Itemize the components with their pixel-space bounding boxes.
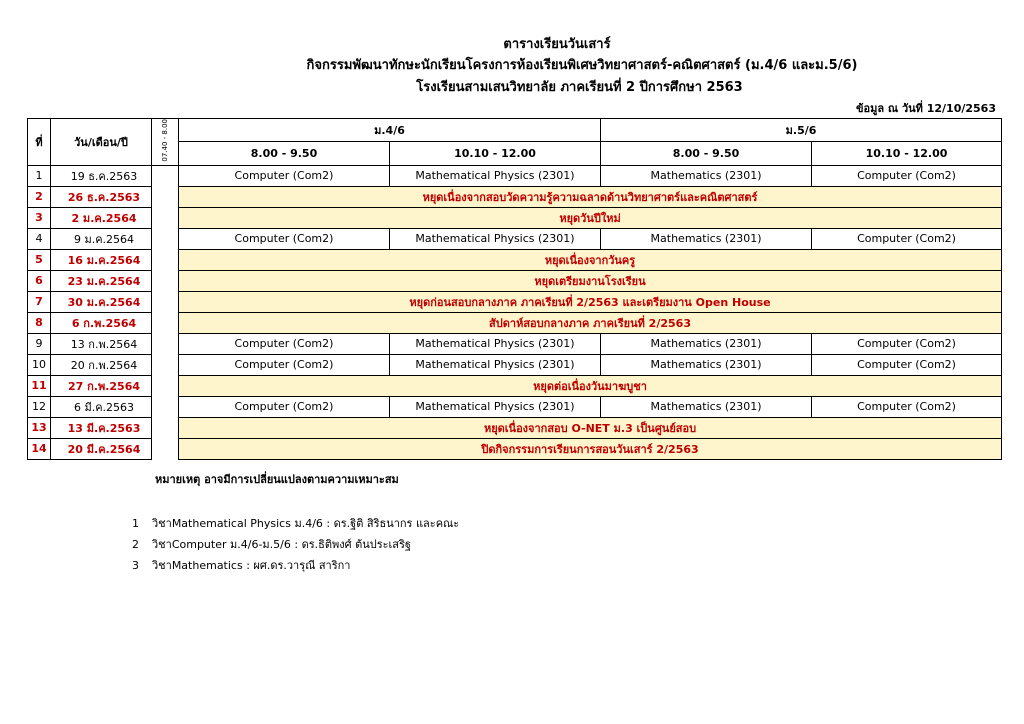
holiday-note: ปิดกิจกรรมการเรียนการสอนวันเสาร์ 2/2563 (179, 438, 1002, 459)
row-number: 4 (28, 228, 51, 249)
teacher-item-text: วิชาMathematics : ผศ.ดร.วารุณี สาริกา (152, 559, 351, 572)
class-cell: Mathematical Physics (2301) (390, 396, 601, 417)
header-group-m4-6: ม.4/6 (179, 119, 601, 142)
row-date: 30 ม.ค.2564 (51, 291, 152, 312)
row-homeroom-cell (152, 354, 179, 375)
header-period: 8.00 - 9.50 (179, 142, 390, 165)
header-period: 10.10 - 12.00 (812, 142, 1002, 165)
homeroom-time-label: 07.40 - 8.00 (161, 119, 169, 162)
remark-note: หมายเหตุ อาจมีการเปลี่ยนแปลงตามความเหมาะสม (155, 473, 399, 486)
schedule-row (28, 270, 1002, 291)
class-cell: Computer (Com2) (179, 228, 390, 249)
class-cell: Computer (Com2) (812, 396, 1002, 417)
row-number: 6 (28, 270, 51, 291)
row-homeroom-cell (152, 417, 179, 438)
row-homeroom-cell (152, 228, 179, 249)
class-cell: Mathematics (2301) (601, 354, 812, 375)
schedule-row (28, 417, 1002, 438)
holiday-note: หยุดเนื่องจากสอบวัดความรู้ความฉลาดด้านวิทยาศาตร์และคณิตศาสตร์ (179, 186, 1002, 207)
teacher-item-number: 1 (132, 517, 139, 530)
schedule-row (28, 438, 1002, 459)
row-number: 14 (28, 438, 51, 459)
row-date: 2 ม.ค.2564 (51, 207, 152, 228)
class-cell: Mathematical Physics (2301) (390, 354, 601, 375)
row-date: 16 ม.ค.2564 (51, 249, 152, 270)
row-homeroom-cell (152, 291, 179, 312)
row-number: 7 (28, 291, 51, 312)
schedule-subtitle: กิจกรรมพัฒนาทักษะนักเรียนโครงการห้องเรียนพิเศษวิทยาศาสตร์-คณิตศาสตร์ (ม.4/6 และม.5/6) (306, 58, 858, 73)
row-number: 10 (28, 354, 51, 375)
header-period: 10.10 - 12.00 (390, 142, 601, 165)
schedule-row (28, 354, 1002, 375)
school-term-line: โรงเรียนสามเสนวิทยาลัย ภาคเรียนที่ 2 ปีการศึกษา 2563 (416, 80, 743, 95)
row-number: 5 (28, 249, 51, 270)
schedule-row (28, 375, 1002, 396)
teacher-item-text: วิชาMathematical Physics ม.4/6 : ดร.ฐิติ สิริธนากร และคณะ (152, 517, 460, 530)
row-number: 3 (28, 207, 51, 228)
row-number: 11 (28, 375, 51, 396)
row-homeroom-cell (152, 396, 179, 417)
holiday-note: หยุดเตรียมงานโรงเรียน (179, 270, 1002, 291)
class-cell: Computer (Com2) (179, 333, 390, 354)
teacher-item-number: 2 (132, 538, 139, 551)
row-homeroom-cell (152, 249, 179, 270)
row-homeroom-cell (152, 375, 179, 396)
teacher-item (132, 514, 459, 532)
row-number: 2 (28, 186, 51, 207)
row-date: 23 ม.ค.2564 (51, 270, 152, 291)
schedule-row (28, 396, 1002, 417)
holiday-note: หยุดก่อนสอบกลางภาค ภาคเรียนที่ 2/2563 และเตรียมงาน Open House (179, 291, 1002, 312)
holiday-note: หยุดต่อเนื่องวันมาฆบูชา (179, 375, 1002, 396)
row-number: 9 (28, 333, 51, 354)
row-homeroom-cell (152, 186, 179, 207)
class-cell: Computer (Com2) (812, 354, 1002, 375)
class-cell: Computer (Com2) (812, 165, 1002, 186)
schedule-row (28, 186, 1002, 207)
holiday-note: หยุดวันปีใหม่ (179, 207, 1002, 228)
schedule-row (28, 312, 1002, 333)
class-cell: Computer (Com2) (812, 228, 1002, 249)
schedule-row (28, 165, 1002, 186)
row-homeroom-cell (152, 333, 179, 354)
schedule-row (28, 249, 1002, 270)
saturday-schedule-table (27, 118, 1002, 460)
row-date: 13 มี.ค.2563 (51, 417, 152, 438)
row-number: 1 (28, 165, 51, 186)
row-date: 26 ธ.ค.2563 (51, 186, 152, 207)
schedule-row (28, 291, 1002, 312)
row-date: 9 ม.ค.2564 (51, 228, 152, 249)
row-date: 13 ก.พ.2564 (51, 333, 152, 354)
class-cell: Mathematical Physics (2301) (390, 165, 601, 186)
schedule-row (28, 228, 1002, 249)
row-homeroom-cell (152, 165, 179, 186)
class-cell: Computer (Com2) (812, 333, 1002, 354)
row-date: 6 มี.ค.2563 (51, 396, 152, 417)
class-cell: Mathematics (2301) (601, 165, 812, 186)
teacher-item-number: 3 (132, 559, 139, 572)
data-as-of-date: ข้อมูล ณ วันที่ 12/10/2563 (855, 102, 996, 115)
row-number: 8 (28, 312, 51, 333)
schedule-row (28, 207, 1002, 228)
row-date: 20 ก.พ.2564 (51, 354, 152, 375)
row-date: 27 ก.พ.2564 (51, 375, 152, 396)
holiday-note: หยุดเนื่องจากวันครู (179, 249, 1002, 270)
holiday-note: สัปดาห์สอบกลางภาค ภาคเรียนที่ 2/2563 (179, 312, 1002, 333)
header-group-m5-6: ม.5/6 (601, 119, 1002, 142)
teacher-item (132, 535, 411, 553)
teacher-item (132, 556, 350, 574)
row-number: 12 (28, 396, 51, 417)
row-date: 19 ธ.ค.2563 (51, 165, 152, 186)
row-date: 6 ก.พ.2564 (51, 312, 152, 333)
class-cell: Computer (Com2) (179, 396, 390, 417)
holiday-note: หยุดเนื่องจากสอบ O-NET ม.3 เป็นศูนย์สอบ (179, 417, 1002, 438)
row-homeroom-cell (152, 312, 179, 333)
row-date: 20 มี.ค.2564 (51, 438, 152, 459)
header-period: 8.00 - 9.50 (601, 142, 812, 165)
schedule-row (28, 333, 1002, 354)
row-number: 13 (28, 417, 51, 438)
header-homeroom-time (152, 119, 179, 166)
teacher-item-text: วิชาComputer ม.4/6-ม.5/6 : ดร.ธิติพงศ์ ต้นประเสริฐ (152, 538, 411, 551)
class-cell: Mathematics (2301) (601, 228, 812, 249)
class-cell: Mathematical Physics (2301) (390, 228, 601, 249)
class-cell: Mathematics (2301) (601, 333, 812, 354)
row-homeroom-cell (152, 438, 179, 459)
row-homeroom-cell (152, 270, 179, 291)
class-cell: Mathematics (2301) (601, 396, 812, 417)
header-no: ที่ (28, 119, 51, 166)
row-homeroom-cell (152, 207, 179, 228)
class-cell: Mathematical Physics (2301) (390, 333, 601, 354)
class-cell: Computer (Com2) (179, 165, 390, 186)
class-cell: Computer (Com2) (179, 354, 390, 375)
header-date: วัน/เดือน/ปี (51, 119, 152, 166)
schedule-title: ตารางเรียนวันเสาร์ (503, 37, 611, 52)
